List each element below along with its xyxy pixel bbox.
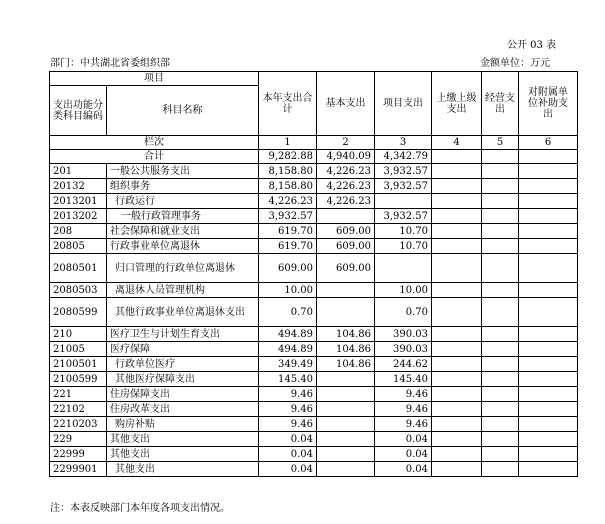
row-project	[375, 194, 432, 209]
row-basic: 104.86	[317, 342, 375, 357]
row-basic: 4,226.23	[317, 164, 375, 179]
footnote: 注：本表反映部门本年度各项支出情况。	[50, 503, 230, 514]
row-basic	[317, 209, 375, 224]
row-project: 0.04	[375, 432, 432, 447]
row-code: 201	[50, 164, 107, 179]
row-basic	[317, 462, 375, 477]
row-total: 494.89	[259, 342, 317, 357]
row-code: 20805	[50, 239, 107, 254]
row-total: 349.49	[259, 357, 317, 372]
row-code: 22999	[50, 447, 107, 462]
row-name: 其他支出	[107, 462, 259, 477]
row-basic: 104.86	[317, 357, 375, 372]
row-project: 390.03	[375, 327, 432, 342]
row-project: 10.00	[375, 283, 432, 298]
row-total: 0.04	[259, 432, 317, 447]
col-upper-header: 上缴上级支出	[432, 72, 482, 136]
row-code: 229	[50, 432, 107, 447]
row-name: 社会保障和就业支出	[107, 224, 259, 239]
table-row	[50, 254, 578, 283]
row-project: 0.04	[375, 447, 432, 462]
row-code: 2013201	[50, 194, 107, 209]
table-row	[50, 462, 578, 477]
row-code: 221	[50, 387, 107, 402]
table-row	[50, 432, 578, 447]
row-total: 9.46	[259, 417, 317, 432]
table-row	[50, 179, 578, 194]
table-row	[50, 164, 578, 179]
table-row	[50, 298, 578, 327]
table-row	[50, 372, 578, 387]
row-total: 0.70	[259, 298, 317, 327]
row-name: 组织事务	[107, 179, 259, 194]
row-project: 244.62	[375, 357, 432, 372]
row-total: 0.04	[259, 462, 317, 477]
row-basic: 609.00	[317, 239, 375, 254]
table-row	[50, 327, 578, 342]
row-project: 10.70	[375, 239, 432, 254]
row-total: 3,932.57	[259, 209, 317, 224]
col-operating-header: 经营支出	[482, 72, 519, 136]
row-basic	[317, 372, 375, 387]
col-subsidy-header: 对附属单位补助支出	[519, 72, 578, 136]
table-row	[50, 417, 578, 432]
row-basic	[317, 283, 375, 298]
row-project: 0.04	[375, 462, 432, 477]
col-project-header: 项目支出	[375, 72, 432, 136]
row-project: 145.40	[375, 372, 432, 387]
row-total: 145.40	[259, 372, 317, 387]
row-basic: 4,226.23	[317, 194, 375, 209]
row-project: 390.03	[375, 342, 432, 357]
row-name: 行政单位医疗	[107, 357, 259, 372]
row-total: 619.70	[259, 224, 317, 239]
row-code: 2100599	[50, 372, 107, 387]
table-row	[50, 194, 578, 209]
row-name: 行政运行	[107, 194, 259, 209]
col-num: 3	[375, 136, 432, 150]
row-name: 住房改革支出	[107, 402, 259, 417]
col-num: 5	[482, 136, 519, 150]
table-row	[50, 447, 578, 462]
col-num: 6	[519, 136, 578, 150]
row-name: 医疗卫生与计划生育支出	[107, 327, 259, 342]
col-basic-header: 基本支出	[317, 72, 375, 136]
row-name: 行政事业单位离退休	[107, 239, 259, 254]
row-label: 栏次	[50, 136, 259, 150]
row-code: 208	[50, 224, 107, 239]
row-project: 0.70	[375, 298, 432, 327]
row-name: 其他支出	[107, 447, 259, 462]
row-total: 8,158.80	[259, 179, 317, 194]
row-basic: 609.00	[317, 254, 375, 283]
row-total: 494.89	[259, 327, 317, 342]
row-project: 3,932.57	[375, 164, 432, 179]
table-row	[50, 342, 578, 357]
table-row	[50, 402, 578, 417]
table-row	[50, 283, 578, 298]
col-total-header: 本年支出合计	[259, 72, 317, 136]
row-number-row	[50, 136, 578, 150]
row-code: 2210203	[50, 417, 107, 432]
form-number: 公开 03 表	[507, 40, 557, 51]
row-name: 一般行政管理事务	[107, 209, 259, 224]
project-header: 项目	[50, 72, 259, 86]
col-name-header: 科目名称	[107, 86, 259, 136]
row-project: 9.46	[375, 402, 432, 417]
col-code-header: 支出功能分类科目编码	[50, 86, 107, 136]
col-num: 4	[432, 136, 482, 150]
table-row	[50, 357, 578, 372]
row-basic: 609.00	[317, 224, 375, 239]
row-name: 一般公共服务支出	[107, 164, 259, 179]
table-row	[50, 387, 578, 402]
row-basic	[317, 447, 375, 462]
totals-row	[50, 150, 578, 164]
row-project: 3,932.57	[375, 179, 432, 194]
row-total: 9.46	[259, 387, 317, 402]
expenditure-table	[49, 71, 578, 477]
row-total: 4,226.23	[259, 194, 317, 209]
row-project: 3,932.57	[375, 209, 432, 224]
table-row	[50, 209, 578, 224]
row-project: 10.70	[375, 224, 432, 239]
row-total: 0.04	[259, 447, 317, 462]
row-basic	[317, 432, 375, 447]
row-code: 20132	[50, 179, 107, 194]
row-code: 2080503	[50, 283, 107, 298]
row-total: 609.00	[259, 254, 317, 283]
row-name: 其他医疗保障支出	[107, 372, 259, 387]
row-code: 22102	[50, 402, 107, 417]
row-basic	[317, 387, 375, 402]
row-basic: 104.86	[317, 327, 375, 342]
row-code: 21005	[50, 342, 107, 357]
row-total: 619.70	[259, 239, 317, 254]
totals-basic: 4,940.09	[317, 150, 375, 164]
department-label: 部门：中共湖北省委组织部	[50, 58, 170, 69]
row-code: 210	[50, 327, 107, 342]
row-code: 2080501	[50, 254, 107, 283]
col-num: 2	[317, 136, 375, 150]
row-project	[375, 254, 432, 283]
table-row	[50, 239, 578, 254]
row-basic	[317, 298, 375, 327]
row-total: 9.46	[259, 402, 317, 417]
row-code: 2100501	[50, 357, 107, 372]
row-total: 10.00	[259, 283, 317, 298]
col-num: 1	[259, 136, 317, 150]
row-basic	[317, 417, 375, 432]
row-code: 2013202	[50, 209, 107, 224]
totals-total: 9,282.88	[259, 150, 317, 164]
totals-label: 合计	[50, 150, 259, 164]
row-name: 归口管理的行政单位离退休	[107, 254, 259, 283]
table-row	[50, 224, 578, 239]
row-basic: 4,226.23	[317, 179, 375, 194]
row-name: 离退休人员管理机构	[107, 283, 259, 298]
row-project: 9.46	[375, 417, 432, 432]
totals-project: 4,342.79	[375, 150, 432, 164]
row-name: 其他行政事业单位离退休支出	[107, 298, 259, 327]
unit-label: 金额单位：万元	[480, 58, 550, 69]
row-name: 其他支出	[107, 432, 259, 447]
row-code: 2080599	[50, 298, 107, 327]
row-code: 2299901	[50, 462, 107, 477]
row-name: 医疗保障	[107, 342, 259, 357]
row-basic	[317, 402, 375, 417]
row-project: 9.46	[375, 387, 432, 402]
row-total: 8,158.80	[259, 164, 317, 179]
row-name: 购房补贴	[107, 417, 259, 432]
row-name: 住房保障支出	[107, 387, 259, 402]
